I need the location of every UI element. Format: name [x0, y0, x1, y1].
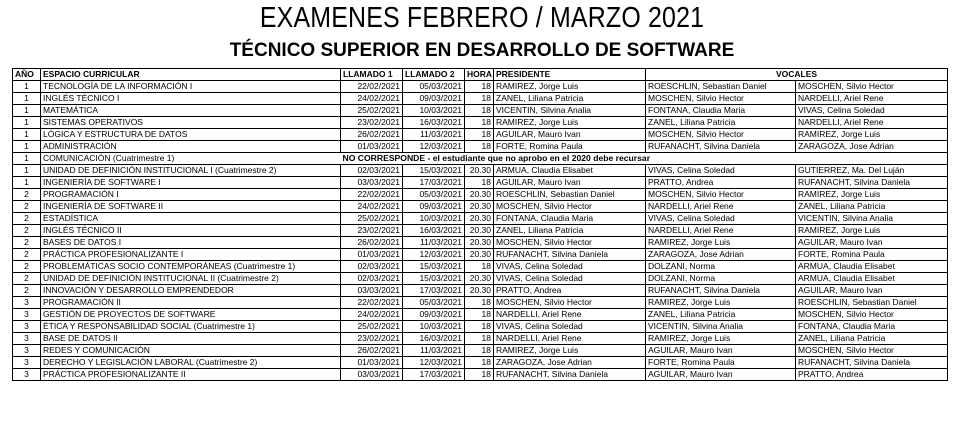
cell-call1: 03/03/2021: [341, 177, 403, 189]
table-row: [13, 201, 948, 213]
cell-subject: UNIDAD DE DEFINICIÓN INSTITUCIONAL II (Cuatrimestre 2): [41, 273, 341, 285]
table-header-row: [13, 69, 948, 81]
table-row: [13, 105, 948, 117]
cell-call1: 03/03/2021: [341, 285, 403, 297]
cell-year: 3: [13, 297, 41, 309]
cell-vocal-1: RAMIREZ, Jorge Luis: [646, 333, 796, 345]
table-row: [13, 297, 948, 309]
table-row: [13, 81, 948, 93]
cell-year: 1: [13, 177, 41, 189]
cell-president: AGUILAR, Mauro Ivan: [494, 129, 646, 141]
cell-call2: 10/03/2021: [403, 321, 465, 333]
cell-call1: 26/02/2021: [341, 237, 403, 249]
cell-year: 1: [13, 81, 41, 93]
exam-schedule-table: [12, 68, 948, 381]
cell-year: 2: [13, 261, 41, 273]
cell-vocal-1: RAMIREZ, Jorge Luis: [646, 297, 796, 309]
cell-vocal-1: FONTANA, Claudia Maria: [646, 105, 796, 117]
cell-vocal-1: ZANEL, Liliana Patricia: [646, 117, 796, 129]
cell-call1: 22/02/2021: [341, 81, 403, 93]
cell-hour: 20.30: [465, 165, 494, 177]
cell-vocal-1: AGUILAR, Mauro Ivan: [646, 345, 796, 357]
cell-year: 1: [13, 93, 41, 105]
cell-vocal-1: DOLZANI, Norma: [646, 261, 796, 273]
cell-call2: 15/03/2021: [403, 273, 465, 285]
cell-year: 2: [13, 189, 41, 201]
cell-subject: INGENIERÍA DE SOFTWARE II: [41, 201, 341, 213]
cell-hour: 18: [465, 357, 494, 369]
cell-year: 1: [13, 153, 41, 165]
cell-hour: 18: [465, 177, 494, 189]
cell-year: 2: [13, 225, 41, 237]
column-header-subject: ESPACIO CURRICULAR: [41, 69, 341, 81]
cell-president: FORTE, Romina Paula: [494, 141, 646, 153]
cell-vocal-2: RUFANACHT, Silvina Daniela: [796, 177, 948, 189]
column-header-president: PRESIDENTE: [494, 69, 646, 81]
cell-subject: ÉTICA Y RESPONSABILIDAD SOCIAL (Cuatrimestre 1): [41, 321, 341, 333]
cell-call1: 23/02/2021: [341, 225, 403, 237]
cell-hour: 18: [465, 333, 494, 345]
cell-hour: 18: [465, 141, 494, 153]
cell-year: 1: [13, 165, 41, 177]
table-row: [13, 249, 948, 261]
column-header-hour: HORA: [465, 69, 494, 81]
cell-year: 3: [13, 321, 41, 333]
cell-hour: 18: [465, 81, 494, 93]
cell-president: ZARAGOZA, Jose Adrian: [494, 357, 646, 369]
cell-subject: INGLÉS TÉCNICO I: [41, 93, 341, 105]
table-row: [13, 285, 948, 297]
cell-vocal-2: VIVAS, Celina Soledad: [796, 105, 948, 117]
cell-call1: 26/02/2021: [341, 345, 403, 357]
cell-year: 3: [13, 369, 41, 381]
page-subtitle: TÉCNICO SUPERIOR EN DESARROLLO DE SOFTWARE: [229, 40, 735, 61]
column-header-year: AÑO: [13, 69, 41, 81]
cell-call1: 26/02/2021: [341, 129, 403, 141]
cell-vocal-1: ROESCHLIN, Sebastian Daniel: [646, 81, 796, 93]
table-row: [13, 345, 948, 357]
cell-call2: 05/03/2021: [403, 189, 465, 201]
cell-hour: 18: [465, 309, 494, 321]
cell-vocal-2: ARMUA, Claudia Elisabet: [796, 273, 948, 285]
cell-call2: 10/03/2021: [403, 105, 465, 117]
cell-call2: 11/03/2021: [403, 345, 465, 357]
table-row: [13, 165, 948, 177]
table-row: [13, 309, 948, 321]
cell-president: RAMIREZ, Jorge Luis: [494, 345, 646, 357]
cell-vocal-2: RAMIREZ, Jorge Luis: [796, 225, 948, 237]
cell-vocal-1: PRATTO, Andrea: [646, 177, 796, 189]
cell-call2: 10/03/2021: [403, 213, 465, 225]
cell-vocal-2: RAMIREZ, Jorge Luis: [796, 129, 948, 141]
cell-president: ZANEL, Liliana Patricia: [494, 225, 646, 237]
cell-call2: 17/03/2021: [403, 177, 465, 189]
cell-subject: INNOVACIÓN Y DESARROLLO EMPRENDEDOR: [41, 285, 341, 297]
cell-subject: UNIDAD DE DEFINICIÓN INSTITUCIONAL I (Cuatrimestre 2): [41, 165, 341, 177]
cell-call1: 23/02/2021: [341, 117, 403, 129]
cell-subject: COMUNICACIÓN (Cuatrimestre 1): [41, 153, 341, 165]
cell-call2: 17/03/2021: [403, 285, 465, 297]
cell-year: 2: [13, 237, 41, 249]
cell-president: RUFANACHT, Silvina Daniela: [494, 369, 646, 381]
cell-call1: 22/02/2021: [341, 189, 403, 201]
cell-call2: 09/03/2021: [403, 93, 465, 105]
cell-call2: 09/03/2021: [403, 201, 465, 213]
cell-subject: PRÁCTICA PROFESIONALIZANTE I: [41, 249, 341, 261]
cell-vocal-1: DOLZANI, Norma: [646, 273, 796, 285]
table-row: [13, 357, 948, 369]
table-row: [13, 129, 948, 141]
cell-vocal-1: FORTE, Romina Paula: [646, 357, 796, 369]
cell-call1: 24/02/2021: [341, 93, 403, 105]
cell-vocal-2: ZANEL, Liliana Patricia: [796, 333, 948, 345]
cell-president: VICENTIN, Silvina Analia: [494, 105, 646, 117]
cell-call1: 25/02/2021: [341, 213, 403, 225]
cell-call2: 11/03/2021: [403, 237, 465, 249]
cell-call1: 23/02/2021: [341, 333, 403, 345]
cell-vocal-2: ARMUA, Claudia Elisabet: [796, 261, 948, 273]
cell-call1: 03/03/2021: [341, 369, 403, 381]
cell-vocal-1: MOSCHEN, Silvio Hector: [646, 189, 796, 201]
cell-president: ZANEL, Liliana Patricia: [494, 93, 646, 105]
cell-hour: 18: [465, 129, 494, 141]
cell-subject: DERECHO Y LEGISLACIÓN LABORAL (Cuatrimestre 2): [41, 357, 341, 369]
cell-vocal-1: VIVAS, Celina Soledad: [646, 213, 796, 225]
cell-call1: 02/03/2021: [341, 261, 403, 273]
cell-vocal-2: FORTE, Romina Paula: [796, 249, 948, 261]
cell-vocal-2: NARDELLI, Ariel Rene: [796, 93, 948, 105]
cell-call1: 24/02/2021: [341, 201, 403, 213]
cell-vocal-1: ZARAGOZA, Jose Adrian: [646, 249, 796, 261]
cell-vocal-1: RUFANACHT, Silvina Daniela: [646, 285, 796, 297]
cell-president: NARDELLI, Ariel Rene: [494, 309, 646, 321]
cell-subject: TECNOLOGÍA DE LA INFORMACIÓN I: [41, 81, 341, 93]
cell-call2: 05/03/2021: [403, 81, 465, 93]
cell-call1: 25/02/2021: [341, 321, 403, 333]
cell-call2: 15/03/2021: [403, 165, 465, 177]
table-row: [13, 333, 948, 345]
cell-vocal-2: PRATTO, Andrea: [796, 369, 948, 381]
cell-vocal-2: MOSCHEN, Silvio Hector: [796, 81, 948, 93]
cell-subject: PROGRAMACIÓN II: [41, 297, 341, 309]
cell-vocal-1: NARDELLI, Ariel Rene: [646, 225, 796, 237]
cell-call2: 16/03/2021: [403, 333, 465, 345]
cell-subject: PROBLEMÁTICAS SOCIO CONTEMPORÁNEAS (Cuatrimestre 1): [41, 261, 341, 273]
cell-call1: 01/03/2021: [341, 141, 403, 153]
cell-vocal-1: MOSCHEN, Silvio Hector: [646, 129, 796, 141]
cell-subject: GESTIÓN DE PROYECTOS DE SOFTWARE: [41, 309, 341, 321]
cell-president: FONTANA, Claudia Maria: [494, 213, 646, 225]
cell-subject: REDES Y COMUNICACIÓN: [41, 345, 341, 357]
cell-call2: 12/03/2021: [403, 249, 465, 261]
cell-year: 1: [13, 141, 41, 153]
cell-call2: 15/03/2021: [403, 261, 465, 273]
cell-president: MOSCHEN, Silvio Hector: [494, 201, 646, 213]
cell-call1: 02/03/2021: [341, 165, 403, 177]
cell-call2: 12/03/2021: [403, 357, 465, 369]
cell-president: PRATTO, Andrea: [494, 285, 646, 297]
cell-president: VIVAS, Celina Soledad: [494, 261, 646, 273]
cell-subject: INGENIERÍA DE SOFTWARE I: [41, 177, 341, 189]
cell-subject: LÓGICA Y ESTRUCTURA DE DATOS: [41, 129, 341, 141]
cell-hour: 18: [465, 105, 494, 117]
cell-year: 3: [13, 345, 41, 357]
cell-vocal-1: AGUILAR, Mauro Ivan: [646, 369, 796, 381]
cell-vocal-2: FONTANA, Claudia Maria: [796, 321, 948, 333]
cell-president: VIVAS, Celina Soledad: [494, 321, 646, 333]
column-header-members: VOCALES: [646, 69, 948, 81]
cell-vocal-2: AGUILAR, Mauro Ivan: [796, 237, 948, 249]
cell-vocal-2: NARDELLI, Ariel Rene: [796, 117, 948, 129]
cell-vocal-2: RUFANACHT, Silvina Daniela: [796, 357, 948, 369]
cell-vocal-2: ZARAGOZA, Jose Adrian: [796, 141, 948, 153]
cell-subject: ESTADÍSTICA: [41, 213, 341, 225]
cell-vocal-2: VICENTIN, Silvina Analia: [796, 213, 948, 225]
cell-subject: MATEMÁTICA: [41, 105, 341, 117]
cell-call1: 01/03/2021: [341, 357, 403, 369]
cell-call2: 16/03/2021: [403, 225, 465, 237]
cell-vocal-1: RAMIREZ, Jorge Luis: [646, 237, 796, 249]
table-row: [13, 177, 948, 189]
cell-president: RAMIREZ, Jorge Luis: [494, 117, 646, 129]
cell-call1: 22/02/2021: [341, 297, 403, 309]
cell-call2: 11/03/2021: [403, 129, 465, 141]
cell-vocal-2: RAMIREZ, Jorge Luis: [796, 189, 948, 201]
table-row: [13, 321, 948, 333]
cell-vocal-2: MOSCHEN, Silvio Hector: [796, 345, 948, 357]
cell-vocal-1: RUFANACHT, Silvina Daniela: [646, 141, 796, 153]
cell-hour: 20.30: [465, 273, 494, 285]
column-header-call2: LLAMADO 2: [403, 69, 465, 81]
cell-year: 2: [13, 249, 41, 261]
cell-year: 3: [13, 357, 41, 369]
cell-vocal-1: MOSCHEN, Silvio Hector: [646, 93, 796, 105]
cell-subject: ADMINISTRACIÓN: [41, 141, 341, 153]
cell-hour: 18: [465, 345, 494, 357]
cell-hour: 18: [465, 93, 494, 105]
table-row: [13, 93, 948, 105]
cell-call1: 24/02/2021: [341, 309, 403, 321]
table-row: [13, 117, 948, 129]
cell-subject: SISTEMAS OPERATIVOS: [41, 117, 341, 129]
not-applicable-note: NO CORRESPONDE - el estudiante que no aprobo en el 2020 debe recursar: [341, 153, 948, 165]
cell-vocal-2: MOSCHEN, Silvio Hector: [796, 309, 948, 321]
cell-president: MOSCHEN, Silvio Hector: [494, 297, 646, 309]
cell-vocal-1: VIVAS, Celina Soledad: [646, 165, 796, 177]
cell-subject: BASE DE DATOS II: [41, 333, 341, 345]
cell-year: 3: [13, 333, 41, 345]
cell-hour: 18: [465, 261, 494, 273]
cell-hour: 18: [465, 369, 494, 381]
cell-call1: 02/03/2021: [341, 273, 403, 285]
table-row: [13, 369, 948, 381]
cell-year: 2: [13, 273, 41, 285]
cell-year: 1: [13, 105, 41, 117]
cell-president: ROESCHLIN, Sebastian Daniel: [494, 189, 646, 201]
cell-call1: 01/03/2021: [341, 249, 403, 261]
cell-hour: 20.30: [465, 237, 494, 249]
cell-year: 1: [13, 117, 41, 129]
cell-hour: 18: [465, 297, 494, 309]
column-header-call1: LLAMADO 1: [341, 69, 403, 81]
cell-hour: 20.30: [465, 225, 494, 237]
cell-subject: BASES DE DATOS I: [41, 237, 341, 249]
cell-year: 2: [13, 285, 41, 297]
cell-call2: 05/03/2021: [403, 297, 465, 309]
cell-call1: 25/02/2021: [341, 105, 403, 117]
cell-president: MOSCHEN, Silvio Hector: [494, 237, 646, 249]
cell-hour: 20.30: [465, 213, 494, 225]
cell-vocal-2: GUTIERREZ, Ma. Del Luján: [796, 165, 948, 177]
table-row: [13, 213, 948, 225]
cell-vocal-2: ROESCHLIN, Sebastian Daniel: [796, 297, 948, 309]
cell-vocal-2: AGUILAR, Mauro Ivan: [796, 285, 948, 297]
cell-hour: 20.30: [465, 249, 494, 261]
cell-president: ARMUA, Claudia Elisabet: [494, 165, 646, 177]
table-row: [13, 141, 948, 153]
cell-vocal-1: VICENTIN, Silvina Analia: [646, 321, 796, 333]
cell-subject: PRÁCTICA PROFESIONALIZANTE II: [41, 369, 341, 381]
table-body: [13, 81, 948, 381]
cell-vocal-1: NARDELLI, Ariel Rene: [646, 201, 796, 213]
table-row: [13, 261, 948, 273]
cell-subject: INGLÉS TÉCNICO II: [41, 225, 341, 237]
table-row: [13, 153, 948, 165]
table-row: [13, 189, 948, 201]
table-row: [13, 225, 948, 237]
cell-vocal-2: ZANEL, Liliana Patricia: [796, 201, 948, 213]
cell-president: VIVAS, Celina Soledad: [494, 273, 646, 285]
page-title: EXAMENES FEBRERO / MARZO 2021: [259, 2, 705, 34]
cell-year: 2: [13, 213, 41, 225]
cell-vocal-1: ZANEL, Liliana Patricia: [646, 309, 796, 321]
cell-hour: 18: [465, 117, 494, 129]
cell-subject: PROGRAMACIÓN I: [41, 189, 341, 201]
cell-year: 2: [13, 201, 41, 213]
cell-hour: 20.30: [465, 285, 494, 297]
cell-president: RAMIREZ, Jorge Luis: [494, 81, 646, 93]
cell-president: RUFANACHT, Silvina Daniela: [494, 249, 646, 261]
cell-call2: 16/03/2021: [403, 117, 465, 129]
cell-hour: 20.30: [465, 189, 494, 201]
table-row: [13, 273, 948, 285]
cell-president: AGUILAR, Mauro Ivan: [494, 177, 646, 189]
cell-year: 1: [13, 129, 41, 141]
cell-president: NARDELLI, Ariel Rene: [494, 333, 646, 345]
cell-call2: 09/03/2021: [403, 309, 465, 321]
cell-hour: 20.30: [465, 201, 494, 213]
cell-call2: 12/03/2021: [403, 141, 465, 153]
cell-year: 3: [13, 309, 41, 321]
table-row: [13, 237, 948, 249]
cell-call2: 17/03/2021: [403, 369, 465, 381]
cell-hour: 18: [465, 321, 494, 333]
